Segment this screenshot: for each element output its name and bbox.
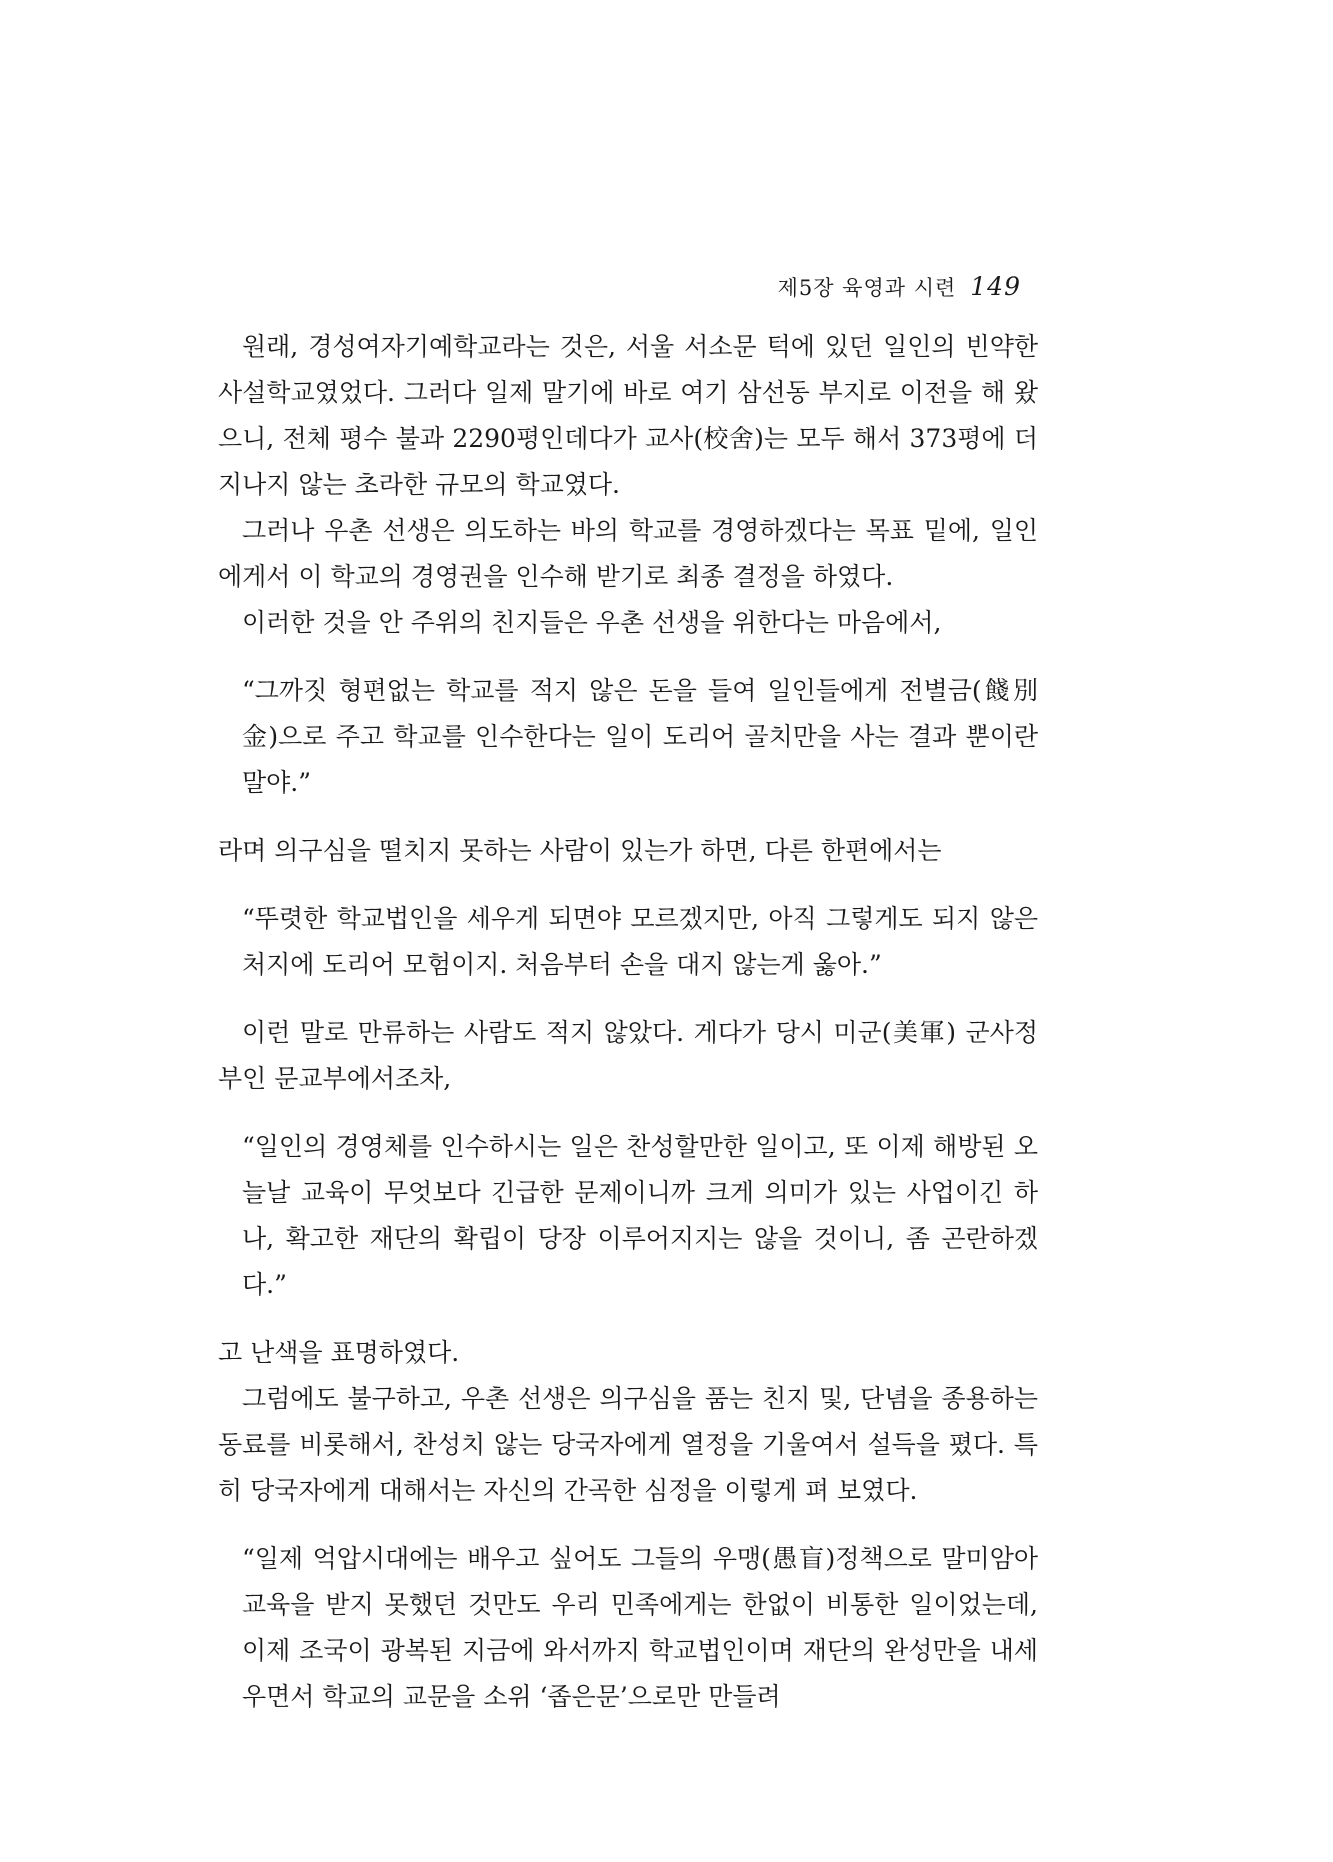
running-header [778,272,1021,302]
quotation: “일인의 경영체를 인수하시는 일은 찬성할만한 일이고, 또 이제 해방된 오늘날 교육이 무엇보다 긴급한 문제이니까 크게 의미가 있는 사업이긴 하나, 확고한 재단의 확립이 당장 이루어지지는 않을 것이니, 좀 곤란하겠다.” [242,1132,1038,1299]
paragraph: 고 난색을 표명하였다. [218,1338,460,1367]
quotation: “일제 억압시대에는 배우고 싶어도 그들의 우맹(愚盲)정책으로 말미암아 교육을 받지 못했던 것만도 우리 민족에게는 한없이 비통한 일이었는데, 이제 조국이 광복된 지금에 와서까지 학교법인이며 재단의 완성만을 내세우면서 학교의 교문을 소위 ‘좁은문’으로만 만들려 [242,1544,1038,1711]
paragraph: 라며 의구심을 떨치지 못하는 사람이 있는가 하면, 다른 한편에서는 [218,836,942,865]
quotation: “그까짓 형편없는 학교를 적지 않은 돈을 들여 일인들에게 전별금(餞別金)으로 주고 학교를 인수한다는 일이 도리어 골치만을 사는 결과 뿐이란 말야.” [242,676,1038,797]
paragraph: 원래, 경성여자기예학교라는 것은, 서울 서소문 턱에 있던 일인의 빈약한 사설학교였었다. 그러다 일제 말기에 바로 여기 삼선동 부지로 이전을 해 왔으니, 전체 평수 불과 2290평인데다가 교사(校舍)는 모두 해서 373평에 더 지나지 않는 초라한 규모의 학교였다. [218,332,1038,499]
paragraph: 그럼에도 불구하고, 우촌 선생은 의구심을 품는 친지 및, 단념을 종용하는 동료를 비롯해서, 찬성치 않는 당국자에게 열정을 기울여서 설득을 폈다. 특히 당국자에게 대해서는 자신의 간곡한 심정을 이렇게 펴 보였다. [218,1384,1038,1505]
paragraph: 그러나 우촌 선생은 의도하는 바의 학교를 경영하겠다는 목표 밑에, 일인에게서 이 학교의 경영권을 인수해 받기로 최종 결정을 하였다. [218,516,1038,591]
paragraph: 이런 말로 만류하는 사람도 적지 않았다. 게다가 당시 미군(美軍) 군사정부인 문교부에서조차, [218,1018,1038,1093]
page-number: 149 [970,272,1021,301]
quotation: “뚜렷한 학교법인을 세우게 되면야 모르겠지만, 아직 그렇게도 되지 않은 처지에 도리어 모험이지. 처음부터 손을 대지 않는게 옳아.” [242,904,1038,979]
paragraph: 이러한 것을 안 주위의 친지들은 우촌 선생을 위한다는 마음에서, [242,608,942,637]
body-text [218,324,1038,1720]
chapter-title: 제5장 육영과 시련 [777,276,957,300]
